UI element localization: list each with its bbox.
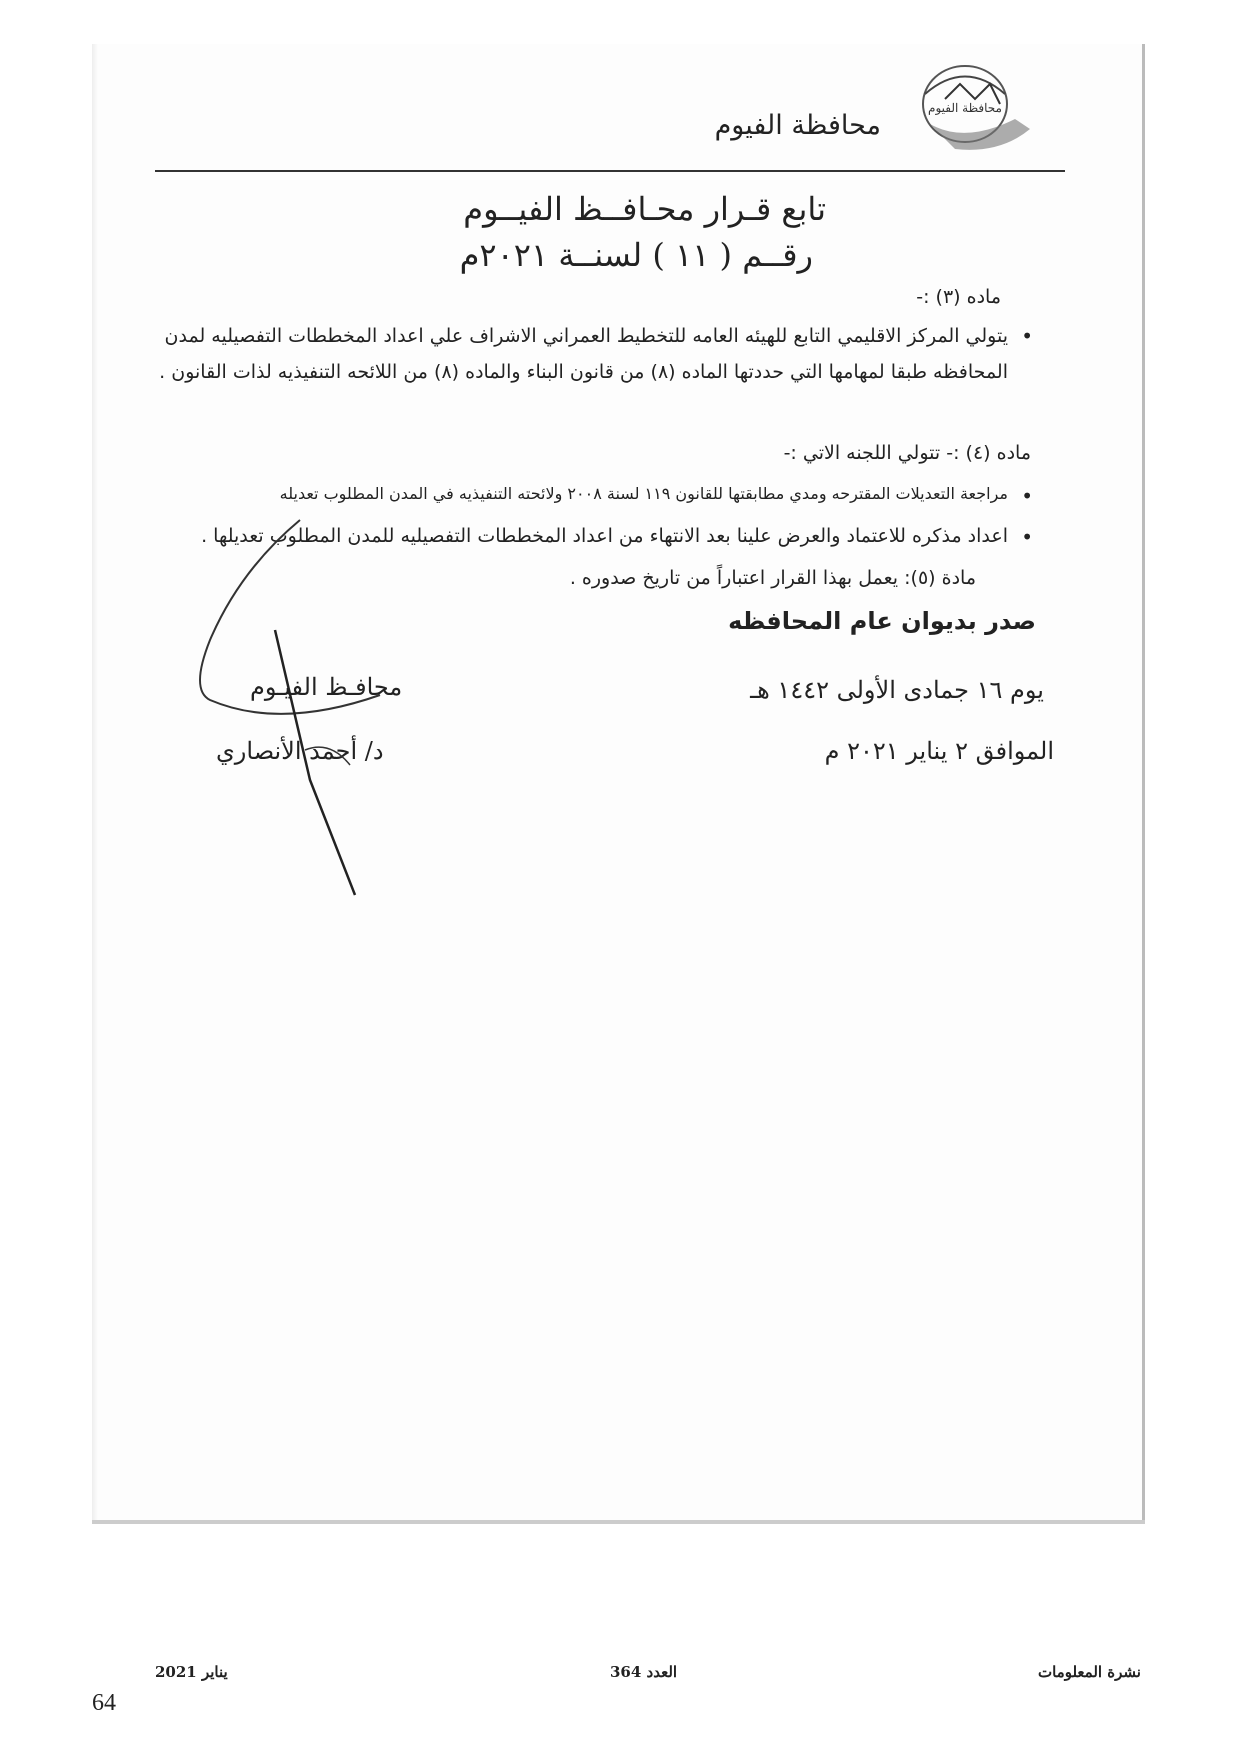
svg-text:محافظة الفيوم: محافظة الفيوم [928,101,1002,115]
footer-issue: العدد 364 [610,1663,678,1681]
decree-number: رقــم ( ١١ ) لسنــة ٢٠٢١م [459,236,813,274]
article-4-item-1: • مراجعة التعديلات المقترحه ومدي مطابقتها للقانون ١١٩ لسنة ٢٠٠٨ ولائحته التنفيذيه في المدن المطلوب تعديله [108,484,1008,503]
article-3-text: • يتولي المركز الاقليمي التابع للهيئه العامه للتخطيط العمراني الاشراف علي اعداد المخططات التفصيليه لمدن المحافظه طبقا لمهامها التي حددتها الماده (٨) من قانون البناء والماده (٨) من اللائحه التنفيذيه لذات القانون . [108,318,1008,390]
hijri-date: يوم ١٦ جمادى الأولى ١٤٤٢ هـ [750,676,1044,704]
footer-date: يناير 2021 [155,1663,228,1681]
signer-name: د/ أحمد الأنصاري [216,737,384,765]
governorate-logo [905,54,1035,164]
gregorian-date: الموافق ٢ يناير ٢٠٢١ م [824,737,1054,765]
governorate-name: محافظة الفيوم [714,110,881,141]
handwritten-signature [180,490,480,910]
scan-bottom-edge [92,1520,1145,1524]
article-5: مادة (٥): يعمل بهذا القرار اعتباراً من تاريخ صدوره . [569,567,976,589]
article-4-item-2: • اعداد مذكره للاعتماد والعرض علينا بعد الانتهاء من اعداد المخططات التفصيليه للمدن المطلوب تعديلها . [108,525,1008,547]
scan-edge [92,44,98,1524]
header-divider [155,170,1065,172]
signer-title: محافـظ الفيـوم [250,673,403,701]
article-4-heading: ماده (٤) :- تتولي اللجنه الاتي :- [783,442,1031,464]
article-3-heading: ماده (٣) :- [916,286,1001,308]
page-number: 64 [92,1690,116,1716]
issuance-place: صدر بديوان عام المحافظه [728,607,1036,635]
decree-title: تابع قـرار محـافــظ الفيــوم [463,190,826,228]
footer-publication: نشرة المعلومات [1037,1663,1141,1681]
